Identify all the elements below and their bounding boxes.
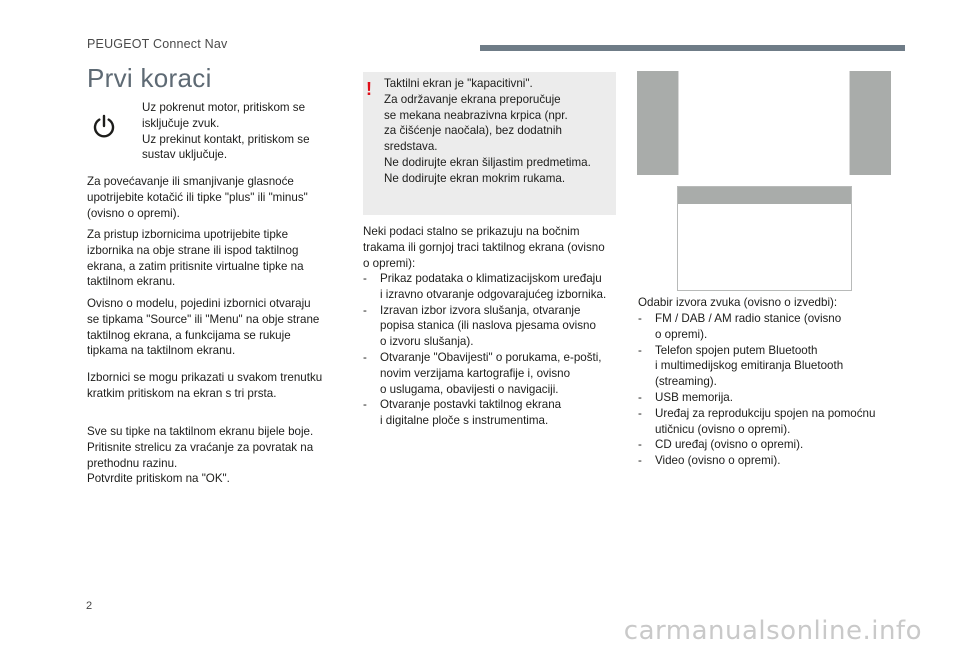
paragraph-menus: Za pristup izbornicima upotrijebite tipke izbornika na obje strane ili ispod taktilnog ekrana, a zatim pritisnite virtualne tipke na taktilnom ekranu. — [87, 228, 304, 289]
warning-exclamation-icon: ! — [366, 79, 372, 99]
power-icon — [91, 113, 117, 139]
screen-illustration-sidebars — [637, 71, 891, 175]
power-description: Uz pokrenut motor, pritiskom se isključuje zvuk. Uz prekinut kontakt, pritiskom se sustav uključuje. — [142, 101, 310, 162]
paragraph-model: Ovisno o modelu, pojedini izbornici otvaraju se tipkama "Source" ili "Menu" na obje strane taktilnog ekrana, a funkcijama se rukuje tipkama na taktilnom ekranu. — [87, 297, 320, 358]
list-item: - FM / DAB / AM radio stanice (ovisno o opremi). — [638, 311, 900, 343]
screen-center-area — [678, 71, 850, 175]
paragraph-buttons: Sve su tipke na taktilnom ekranu bijele boje. Pritisnite strelicu za vraćanje za povratak na prethodnu razinu. Potvrdite pritiskom na "OK". — [87, 425, 314, 486]
list-item: - Izravan izbor izvora slušanja, otvaranje popisa stanica (ili naslova pjesama ovisno o izvoru slušanja). — [363, 303, 625, 350]
list-item: - Prikaz podataka o klimatizacijskom uređaju i izravno otvaranje odgovarajućeg izbornika. — [363, 271, 625, 303]
page-number: 2 — [86, 600, 93, 612]
list-item: - CD uređaj (ovisno o opremi). — [638, 437, 900, 453]
display-bars-intro: Neki podaci stalno se prikazuju na bočnim trakama ili gornjoj traci taktilnog ekrana (ovisno o opremi): — [363, 225, 605, 270]
warning-text: Taktilni ekran je "kapacitivni". Za održavanje ekrana preporučuje se mekana neabrazivna krpica (npr. za čišćenje naočala), bez dodatnih sredstava. Ne dodirujte ekran šiljastim predmetima. Ne dodirujte ekran mokrim rukama. — [384, 77, 591, 185]
paragraph-display: Izbornici se mogu prikazati u svakom trenutku kratkim pritiskom na ekran s tri prsta. — [87, 371, 323, 400]
display-bars-list — [363, 271, 625, 429]
list-item: - Uređaj za reprodukciju spojen na pomoćnu utičnicu (ovisno o opremi). — [638, 406, 900, 438]
watermark: carmanualsonline.info — [623, 616, 922, 646]
list-item: - Otvaranje postavki taktilnog ekrana i digitalne ploče s instrumentima. — [363, 397, 625, 429]
sound-source-intro: Odabir izvora zvuka (ovisno o izvedbi): — [638, 296, 838, 309]
list-item: - Video (ovisno o opremi). — [638, 453, 900, 469]
list-item: - USB memorija. — [638, 390, 900, 406]
paragraph-volume: Za povećavanje ili smanjivanje glasnoće upotrijebite kotačić ili tipke "plus" ili "minus" (ovisno o opremi). — [87, 175, 308, 220]
header-accent-bar — [480, 45, 905, 51]
screen-top-band — [678, 187, 851, 204]
list-item: - Otvaranje "Obavijesti" o porukama, e-pošti, novim verzijama kartografije i, ovisno o uslugama, obavijesti o navigaciji. — [363, 350, 625, 397]
list-item: - Telefon spojen putem Bluetooth i multimedijskog emitiranja Bluetooth (streaming). — [638, 343, 900, 390]
page-heading: Prvi koraci — [87, 63, 212, 93]
sound-source-list — [638, 311, 900, 469]
screen-illustration-topbar — [677, 186, 852, 291]
header-title: PEUGEOT Connect Nav — [87, 37, 228, 51]
